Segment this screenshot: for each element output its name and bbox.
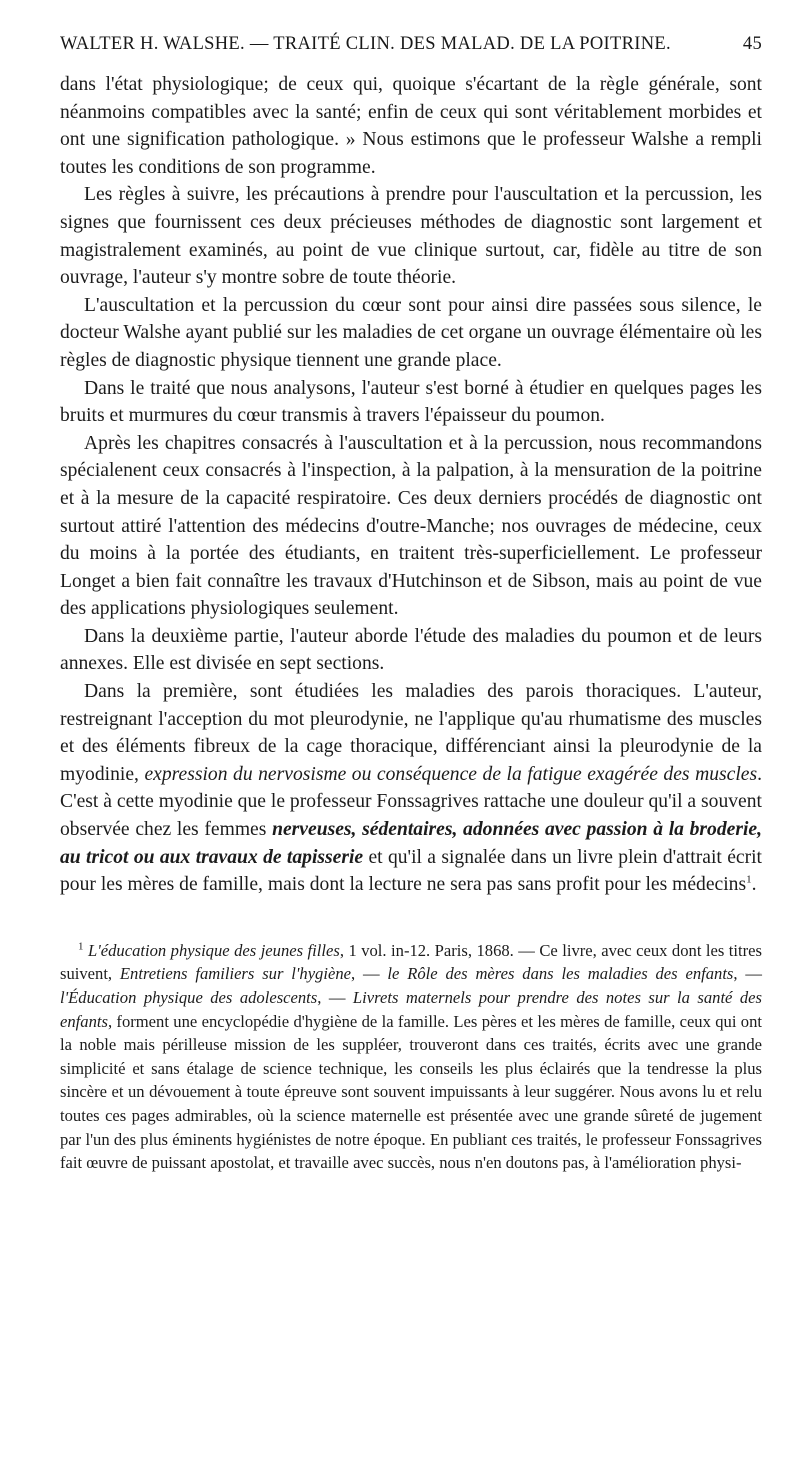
fn-title-7: l'Éducation physique des adolescents [60, 988, 318, 1007]
paragraph-3: L'auscultation et la percussion du cœur sont pour ainsi dire passées sous silence, le docteur Walshe ayant publié sur les maladies de cet organe un ouvrage élémentaire où les règles de diagnostic physique tiennent une grande place. [60, 294, 762, 371]
fn-title-1: L'éducation physique des jeunes filles [87, 940, 340, 960]
footnote-reference: 1 [746, 873, 752, 886]
footnote-1 [60, 939, 762, 1175]
footnote-marker: 1 [78, 940, 84, 953]
footnote-block [60, 939, 762, 1175]
p7-italic-expression: expression du nervosisme ou conséquence de la fatigue exagérée des muscles [144, 763, 758, 785]
paragraph-5: Après les chapitres consacrés à l'auscultation et à la percussion, nous recommandons spécialenent ceux consacrés à l'inspection, à la palpation, à la mensuration de la poitrine et à la mesure de la capacité respiratoire. Ces deux derniers procédés de diagnostic ont surtout attiré l'attention des médecins d'outre-Manche; nos ouvrages de médecine, ceux du moins à la portée des étudiants, en traitent très-superficiellement. Le professeur Longet a bien fait connaître les travaux d'Hutchinson et de Sibson, mais au point de vue des applications physiologiques seulement. [60, 432, 762, 620]
paragraph-7 [60, 678, 762, 899]
p7-text-e: et qu'il a signalée dans un livre plein d'attrait écrit pour les mères de famille, mais dont la lecture ne sera pas sans profit pour les médecins [60, 846, 762, 896]
main-text [60, 71, 762, 899]
fn-text-8: , — [317, 988, 353, 1007]
p7-bold-italic-phrase: nerveuses, sédentaires, adonnées avec passion à la broderie, au tricot ou aux travaux de tapisserie [60, 819, 762, 868]
fn-text-10: , forment une encyclopédie d'hygiène de la famille. Les pères et les mères de famille, ceux qui ont la noble mais périlleuse mission de les suppléer, trouveront dans ces traités, écrits avec une grande simplicité et sans étalage de science technique, les conseils les plus éclairés que la tendresse la plus sincère et un dévouement à toute épreuve sont souvent impuissants à leur suggérer. Nous avons lu et relu toutes ces pages admirables, où la science maternelle est présentée avec une grande sûreté de jugement par l'un des plus éminents hygiénistes de notre époque. En publiant ces traités, le professeur Fonssagrives fait œuvre de puissant apostolat, et travaille avec succès, nous n'en doutons pas, à l'amélioration physi- [60, 1011, 762, 1173]
p7-text-a: Dans la première, sont étudiées les maladies des parois thoraciques. L'auteur, restreignant l'acception du mot pleurodynie, ne l'applique qu'au rhumatisme des muscles et des éléments fibreux de la cage thoracique, différenciant ainsi la pleurodynie de la myodinie, [60, 681, 762, 785]
fn-title-5: le Rôle des mères dans les maladies des enfants [387, 964, 734, 984]
fn-text-6: , — [733, 964, 762, 984]
fn-title-3: Entretiens familiers sur l'hygiène [119, 964, 351, 984]
paragraph-6: Dans la deuxième partie, l'auteur aborde l'étude des maladies du poumon et de leurs annexes. Elle est divisée en sept sections. [60, 625, 762, 675]
book-page [60, 34, 762, 1175]
running-title: WALTER H. WALSHE. — TRAITÉ CLIN. DES MALAD. DE LA POITRINE. [60, 34, 671, 54]
fn-text-2: , 1 vol. in-12. Paris, 1868. — Ce livre, avec ceux dont les titres suivent, [60, 940, 762, 984]
p7-text-c: . C'est à cette myodinie que le professeur Fonssagrives rattache une douleur qu'il a souvent observée chez les femmes [60, 763, 763, 841]
fn-title-9: Livrets maternels pour prendre des notes sur la santé des enfants [60, 988, 762, 1031]
fn-text-4: , — [351, 964, 388, 984]
page-number: 45 [742, 34, 762, 54]
paragraph-4: Dans le traité que nous analysons, l'auteur s'est borné à étudier en quelques pages les bruits et murmures du cœur transmis à travers l'épaisseur du poumon. [60, 377, 762, 427]
p7-text-f: . [751, 874, 757, 896]
paragraph-2: Les règles à suivre, les précautions à prendre pour l'auscultation et la percussion, les signes que fournissent ces deux précieuses méthodes de diagnostic sont largement et magistralement examinés, au point de vue clinique surtout, car, fidèle au titre de son ouvrage, l'auteur s'y montre sobre de toute théorie. [60, 184, 762, 289]
paragraph-1: dans l'état physiologique; de ceux qui, quoique s'écartant de la règle générale, sont néanmoins compatibles avec la santé; enfin de ceux qui sont véritablement morbides et ont une signification pathologique. » Nous estimons que le professeur Walshe a rempli toutes les conditions de son programme. [60, 74, 762, 178]
running-header [60, 34, 762, 55]
